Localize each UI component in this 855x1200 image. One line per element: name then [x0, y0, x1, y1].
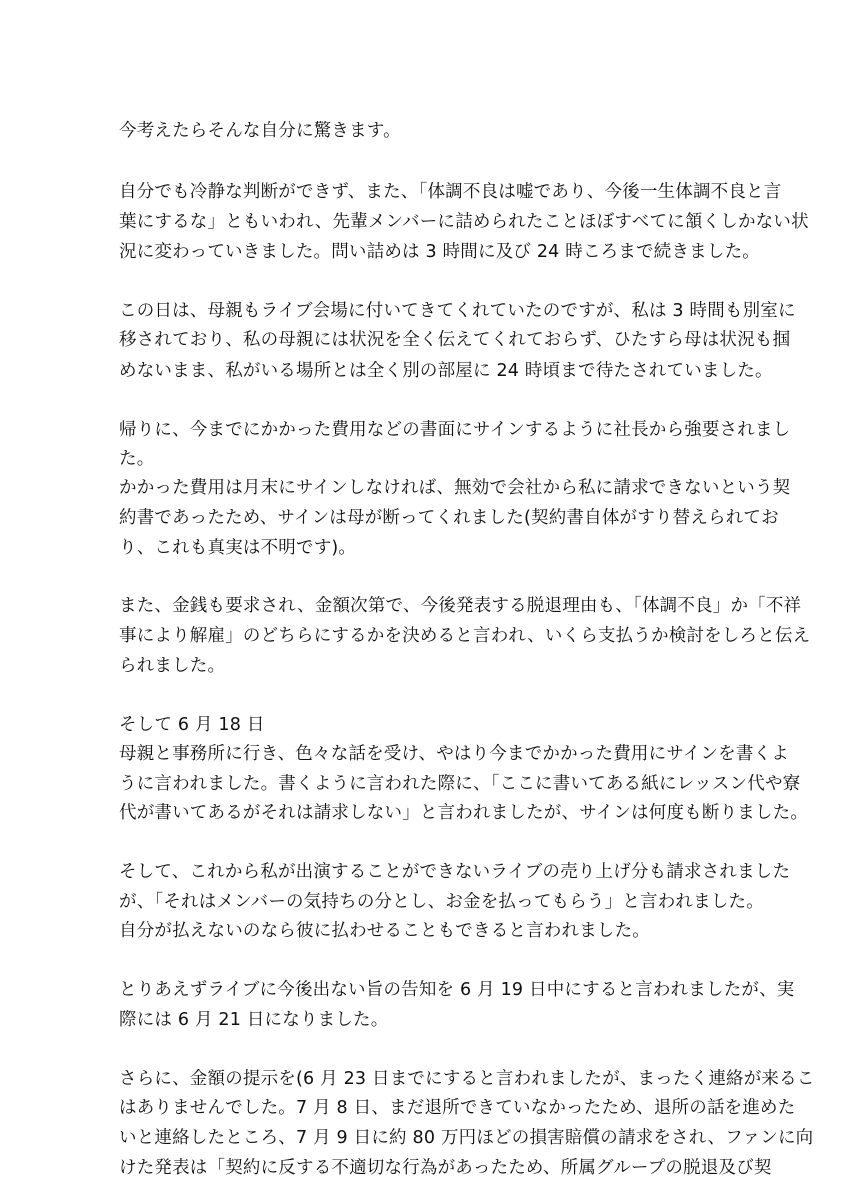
text-line: かかった費用は月末にサインしなければ、無効で会社から私に請求できないという契	[119, 478, 791, 498]
text-line: 母親と事務所に行き、色々な話を受け、やはり今までかかった費用にサインを書くよ	[119, 744, 789, 764]
text-line: 事により解雇」のどちらにするかを決めると言われ、いくら支払うか検討をしろと伝え	[119, 626, 811, 646]
text-line: 自分が払えないのなら彼に払わせることもできると言われました。	[119, 921, 650, 941]
text-line: 際には 6 月 21 日になりました。	[119, 1010, 389, 1030]
text-line: 自分でも冷静な判断ができず、また、「体調不良は嘘であり、今後一生体調不良と言	[119, 182, 782, 202]
text-line: そして、これから私が出演することができないライブの売り上げ分も請求されました	[119, 862, 791, 882]
text-line: 代が書いてあるがそれは請求しない」と言われましたが、サインは何度も断りました。	[119, 803, 809, 823]
text-line: めないまま、私がいる場所とは全く別の部屋に 24 時頃まで待たされていました。	[119, 361, 773, 381]
text-line: けた発表は「契約に反する不適切な行為があったため、所属グループの脱退及び契	[119, 1158, 772, 1178]
text-line: が、「それはメンバーの気持ちの分とし、お金を払ってもらう」と言われました。	[119, 892, 764, 912]
text-line: 今考えたらそんな自分に驚きます。	[119, 121, 401, 141]
text-line: 況に変わっていきました。問い詰めは 3 時間に及び 24 時ころまで続きました。	[119, 242, 760, 262]
text-line: さらに、金額の提示を(6 月 23 日までにすると言われましたが、まったく連絡が来るこ	[119, 1069, 815, 1089]
text-line: 帰りに、今までにかかった費用などの書面にサインするように社長から強要されまし	[119, 420, 791, 440]
text-line: とりあえずライブに今後出ない旨の告知を 6 月 19 日中にすると言われましたが、実	[119, 980, 795, 1000]
text-line: うに言われました。書くように言われた際に、「ここに書いてある紙にレッスン代や寮	[119, 774, 801, 794]
text-line: られました。	[119, 656, 226, 676]
text-line: た。	[119, 449, 155, 469]
text-line: そして 6 月 18 日	[119, 715, 265, 735]
text-line: 約書であったため、サインは母が断ってくれました(契約書自体がすり替えられてお	[119, 508, 779, 528]
text-line: この日は、母親もライブ会場に付いてきてくれていたのですが、私は 3 時間も別室に	[119, 301, 796, 321]
text-line: り、これも真実は不明です)。	[119, 538, 357, 558]
text-line: また、金銭も要求され、金額次第で、今後発表する脱退理由も、「体調不良」か「不祥	[119, 596, 802, 616]
text-line: いと連絡したところ、7 月 9 日に約 80 万円ほどの損害賠償の請求をされ、ファンに向	[119, 1128, 814, 1148]
text-line: 移されており、私の母親には状況を全く伝えてくれておらず、ひたすら母は状況も掴	[119, 330, 791, 350]
text-line: はありませんでした。7 月 8 日、まだ退所できていなかったため、退所の話を進めた	[119, 1098, 796, 1118]
text-line: 葉にするな」ともいわれ、先輩メンバーに詰められたことほぼすべてに頷くしかない状	[119, 212, 809, 232]
